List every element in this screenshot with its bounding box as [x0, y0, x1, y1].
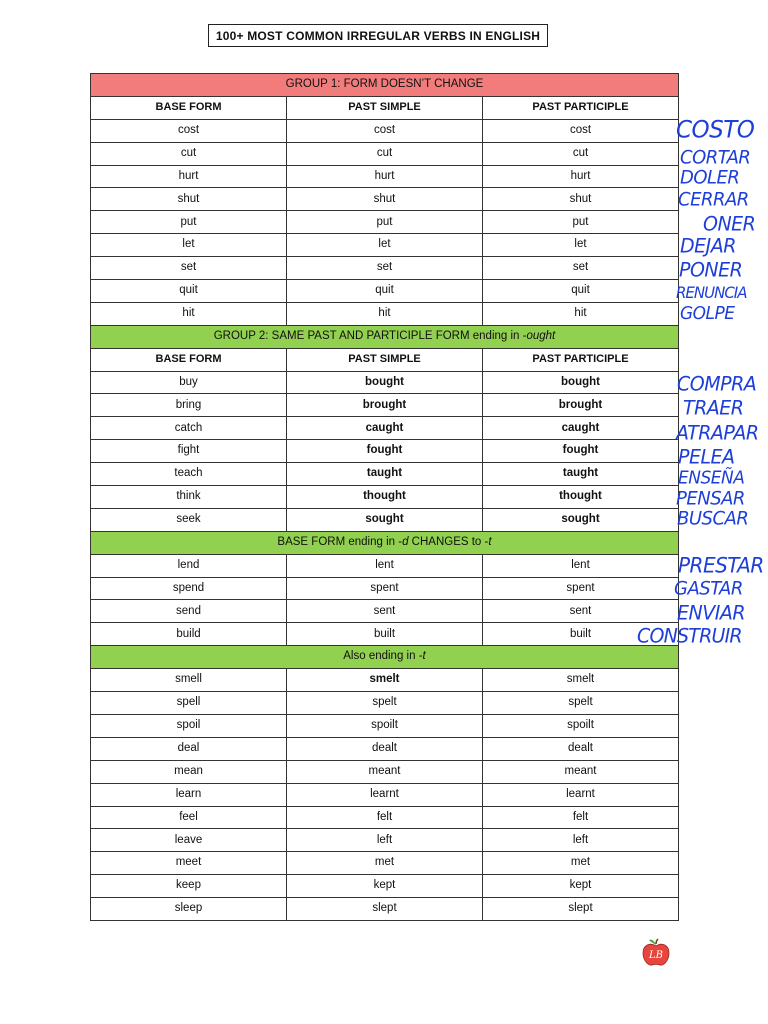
- column-header-base: BASE FORM: [91, 348, 287, 371]
- logo-text: LB: [649, 950, 663, 961]
- table-row: [91, 806, 679, 829]
- base-form-cell: hurt: [91, 165, 287, 188]
- group2-label-suffix: ought: [526, 329, 556, 342]
- past-simple-cell: let: [287, 234, 483, 257]
- past-participle-cell: kept: [483, 875, 679, 898]
- past-participle-cell: quit: [483, 280, 679, 303]
- base-form-cell: send: [91, 600, 287, 623]
- base-form-cell: leave: [91, 829, 287, 852]
- past-simple-cell: set: [287, 257, 483, 280]
- group4-header-row: [91, 646, 679, 669]
- table-row: [91, 142, 679, 165]
- past-participle-cell: left: [483, 829, 679, 852]
- base-form-cell: shut: [91, 188, 287, 211]
- past-simple-cell: sought: [287, 508, 483, 531]
- past-participle-cell: sought: [483, 508, 679, 531]
- past-participle-cell: dealt: [483, 737, 679, 760]
- base-form-cell: cost: [91, 119, 287, 142]
- past-participle-cell: caught: [483, 417, 679, 440]
- base-form-cell: build: [91, 623, 287, 646]
- past-participle-cell: met: [483, 852, 679, 875]
- base-form-cell: feel: [91, 806, 287, 829]
- column-header-participle: PAST PARTICIPLE: [483, 96, 679, 119]
- past-participle-cell: spoilt: [483, 714, 679, 737]
- base-form-cell: set: [91, 257, 287, 280]
- handwritten-note: ONER: [703, 212, 756, 236]
- table-row: [91, 623, 679, 646]
- group3-header-row: [91, 531, 679, 554]
- table-row: [91, 852, 679, 875]
- table-row: [91, 302, 679, 325]
- table-row: [91, 119, 679, 142]
- past-simple-cell: cost: [287, 119, 483, 142]
- base-form-cell: smell: [91, 669, 287, 692]
- base-form-cell: mean: [91, 760, 287, 783]
- past-participle-cell: shut: [483, 188, 679, 211]
- past-participle-cell: spent: [483, 577, 679, 600]
- past-simple-cell: felt: [287, 806, 483, 829]
- past-participle-cell: bought: [483, 371, 679, 394]
- table-row: [91, 898, 679, 921]
- past-simple-cell: spent: [287, 577, 483, 600]
- table-row: [91, 600, 679, 623]
- handwritten-note: GOLPE: [680, 303, 735, 325]
- past-participle-cell: slept: [483, 898, 679, 921]
- table-row: [91, 714, 679, 737]
- handwritten-note: PENSAR: [676, 487, 745, 510]
- handwritten-note: RENUNCIA: [676, 283, 747, 303]
- past-simple-cell: taught: [287, 463, 483, 486]
- past-simple-cell: slept: [287, 898, 483, 921]
- group4-label: [91, 646, 679, 669]
- past-simple-cell: brought: [287, 394, 483, 417]
- irregular-verbs-table: [90, 73, 679, 921]
- group3-label-part: d: [402, 536, 409, 548]
- table-row: [91, 234, 679, 257]
- table-row: [91, 165, 679, 188]
- column-header-participle: PAST PARTICIPLE: [483, 348, 679, 371]
- past-participle-cell: brought: [483, 394, 679, 417]
- handwritten-note: ENVIAR: [677, 601, 746, 625]
- past-participle-cell: let: [483, 234, 679, 257]
- past-participle-cell: cost: [483, 119, 679, 142]
- table-row: [91, 554, 679, 577]
- base-form-cell: meet: [91, 852, 287, 875]
- past-simple-cell: hurt: [287, 165, 483, 188]
- base-form-cell: buy: [91, 371, 287, 394]
- table-row: [91, 783, 679, 806]
- group3-label-part: CHANGES to -: [408, 536, 489, 548]
- base-form-cell: keep: [91, 875, 287, 898]
- past-participle-cell: sent: [483, 600, 679, 623]
- table-row: [91, 371, 679, 394]
- base-form-cell: teach: [91, 463, 287, 486]
- base-form-cell: think: [91, 486, 287, 509]
- table-row: [91, 737, 679, 760]
- past-participle-cell: smelt: [483, 669, 679, 692]
- past-participle-cell: lent: [483, 554, 679, 577]
- handwritten-note: PRESTAR: [678, 552, 764, 578]
- table-row: [91, 669, 679, 692]
- past-participle-cell: thought: [483, 486, 679, 509]
- table-row: [91, 417, 679, 440]
- base-form-cell: quit: [91, 280, 287, 303]
- base-form-cell: seek: [91, 508, 287, 531]
- base-form-cell: catch: [91, 417, 287, 440]
- group4-label-part: Also ending in -: [343, 650, 423, 663]
- past-participle-cell: taught: [483, 463, 679, 486]
- base-form-cell: learn: [91, 783, 287, 806]
- past-simple-cell: put: [287, 211, 483, 234]
- past-simple-cell: kept: [287, 875, 483, 898]
- table-row: [91, 463, 679, 486]
- base-form-cell: let: [91, 234, 287, 257]
- past-simple-cell: spoilt: [287, 714, 483, 737]
- base-form-cell: spend: [91, 577, 287, 600]
- base-form-cell: cut: [91, 142, 287, 165]
- table-row: [91, 211, 679, 234]
- past-participle-cell: set: [483, 257, 679, 280]
- handwritten-note: CERRAR: [678, 188, 749, 211]
- table-row: [91, 486, 679, 509]
- handwritten-note: GASTAR: [674, 577, 743, 600]
- group2-label-prefix: GROUP 2: SAME PAST AND PARTICIPLE FORM ending in -: [213, 329, 527, 342]
- column-header-base: BASE FORM: [91, 96, 287, 119]
- table-row: [91, 577, 679, 600]
- handwritten-note: PELEA: [678, 445, 735, 469]
- base-form-cell: spoil: [91, 714, 287, 737]
- base-form-cell: bring: [91, 394, 287, 417]
- group3-label-part: t: [488, 536, 492, 548]
- group3-label: [91, 531, 679, 554]
- past-simple-cell: lent: [287, 554, 483, 577]
- past-simple-cell: sent: [287, 600, 483, 623]
- past-simple-cell: dealt: [287, 737, 483, 760]
- handwritten-note: DOLER: [680, 166, 740, 189]
- past-simple-cell: thought: [287, 486, 483, 509]
- base-form-cell: lend: [91, 554, 287, 577]
- column-header-past: PAST SIMPLE: [287, 96, 483, 119]
- table-row: [91, 440, 679, 463]
- handwritten-note: ENSEÑA: [678, 467, 745, 489]
- table-row: [91, 760, 679, 783]
- handwritten-note: DEJAR: [680, 234, 736, 258]
- past-participle-cell: put: [483, 211, 679, 234]
- group2-column-headers: [91, 348, 679, 371]
- past-simple-cell: bought: [287, 371, 483, 394]
- past-simple-cell: learnt: [287, 783, 483, 806]
- group1-label: GROUP 1: FORM DOESN’T CHANGE: [91, 74, 679, 97]
- past-simple-cell: left: [287, 829, 483, 852]
- group2-header-row: [91, 325, 679, 348]
- handwritten-note: COSTO: [676, 116, 755, 144]
- table-row: [91, 257, 679, 280]
- past-simple-cell: built: [287, 623, 483, 646]
- table-row: [91, 875, 679, 898]
- handwritten-note: ATRAPAR: [676, 421, 759, 445]
- past-participle-cell: cut: [483, 142, 679, 165]
- past-participle-cell: felt: [483, 806, 679, 829]
- past-participle-cell: meant: [483, 760, 679, 783]
- base-form-cell: fight: [91, 440, 287, 463]
- past-participle-cell: learnt: [483, 783, 679, 806]
- apple-logo-icon: [640, 937, 672, 967]
- handwritten-note: TRAER: [683, 396, 744, 420]
- past-simple-cell: smelt: [287, 669, 483, 692]
- table-row: [91, 188, 679, 211]
- handwritten-note: PONER: [679, 258, 743, 282]
- past-simple-cell: quit: [287, 280, 483, 303]
- past-simple-cell: hit: [287, 302, 483, 325]
- base-form-cell: spell: [91, 692, 287, 715]
- handwritten-note: CONSTRUIR: [637, 624, 742, 648]
- group1-column-headers: [91, 96, 679, 119]
- group3-label-part: BASE FORM ending in -: [277, 536, 403, 548]
- past-simple-cell: fought: [287, 440, 483, 463]
- past-simple-cell: shut: [287, 188, 483, 211]
- table-row: [91, 280, 679, 303]
- past-simple-cell: caught: [287, 417, 483, 440]
- past-participle-cell: built: [483, 623, 679, 646]
- table-row: [91, 829, 679, 852]
- page-title: 100+ MOST COMMON IRREGULAR VERBS IN ENGLISH: [208, 24, 548, 47]
- handwritten-note: CORTAR: [680, 146, 751, 169]
- handwritten-note: BUSCAR: [677, 507, 749, 530]
- group2-label: [91, 325, 679, 348]
- table-row: [91, 394, 679, 417]
- past-simple-cell: meant: [287, 760, 483, 783]
- table-row: [91, 508, 679, 531]
- base-form-cell: deal: [91, 737, 287, 760]
- past-participle-cell: fought: [483, 440, 679, 463]
- past-simple-cell: cut: [287, 142, 483, 165]
- base-form-cell: hit: [91, 302, 287, 325]
- past-participle-cell: hurt: [483, 165, 679, 188]
- past-simple-cell: spelt: [287, 692, 483, 715]
- table-row: [91, 692, 679, 715]
- handwritten-note: COMPRA: [677, 372, 757, 396]
- column-header-past: PAST SIMPLE: [287, 348, 483, 371]
- base-form-cell: put: [91, 211, 287, 234]
- base-form-cell: sleep: [91, 898, 287, 921]
- past-participle-cell: spelt: [483, 692, 679, 715]
- past-simple-cell: met: [287, 852, 483, 875]
- group1-header-row: [91, 74, 679, 97]
- past-participle-cell: hit: [483, 302, 679, 325]
- group4-label-part: t: [422, 650, 426, 663]
